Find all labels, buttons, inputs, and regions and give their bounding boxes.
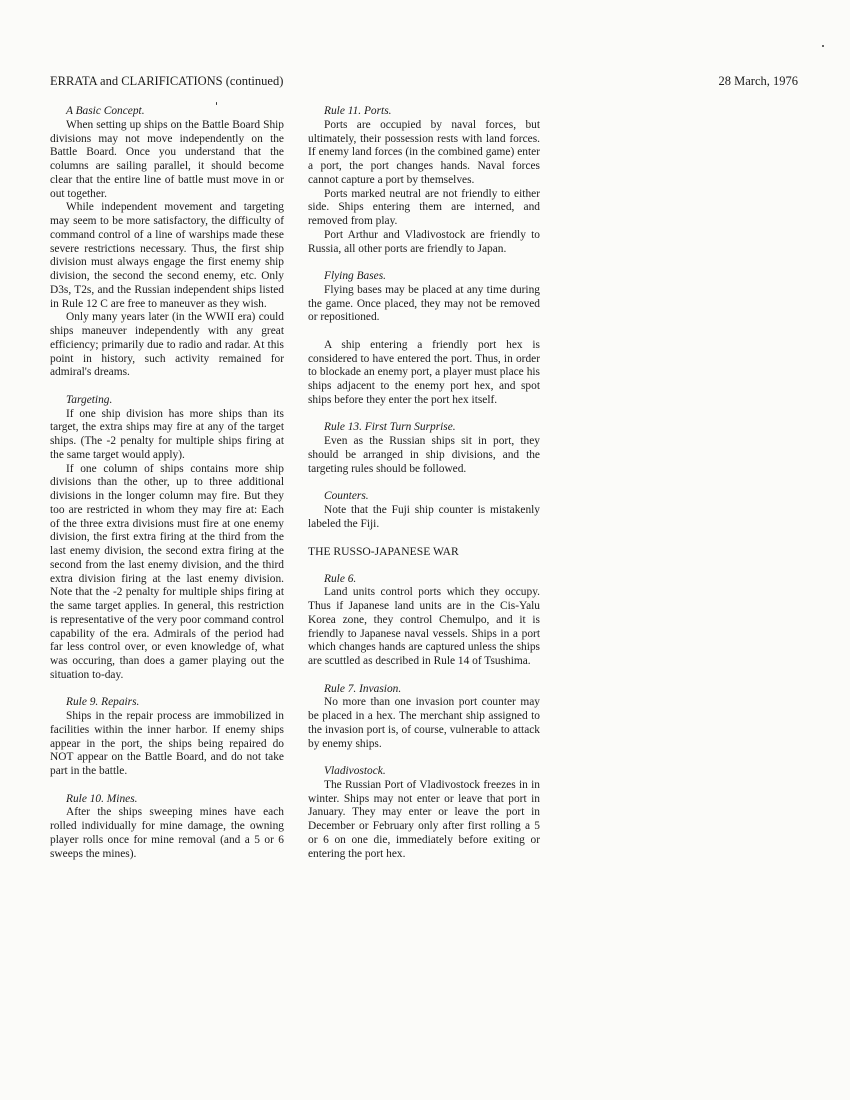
rule9-paragraph-1: Ships in the repair process are immobilized in facilities within the inner harbor. If enemy ships appear in the port, the ships being repaired do NOT appear on the Battle Board, and do not take part in the battle. bbox=[50, 710, 284, 777]
page-date: 28 March, 1976 bbox=[718, 74, 798, 88]
section-title: THE RUSSO-JAPANESE WAR bbox=[308, 545, 459, 558]
targeting-heading: Targeting. bbox=[66, 393, 113, 406]
rule7-heading: Rule 7. Invasion. bbox=[324, 682, 402, 695]
rule13-paragraph-1: Even as the Russian ships sit in port, they should be arranged in ship divisions, and the targeting rules should be followed. bbox=[308, 435, 540, 475]
basic-concept-heading: A Basic Concept. bbox=[66, 105, 145, 117]
rule10-paragraph-1: After the ships sweeping mines have each rolled individually for mine damage, the owning player rolls once for mine removal (and a 5 or 6 sweeps the mines). bbox=[50, 806, 284, 860]
vladivostock-paragraph-1: The Russian Port of Vladivostock freezes in in winter. Ships may not enter or leave that port in January. They may enter or leave the port in December or February only after first rolling a 5 or 6 on one die, immediately before exiting or entering the port hex. bbox=[308, 778, 540, 860]
rule7-paragraph-1: No more than one invasion port counter may be placed in a hex. The merchant ship assigned to the invasion port is, of course, vulnerable to attack by enemy ships. bbox=[308, 696, 540, 750]
basic-concept-paragraph-3: Only many years later (in the WWII era) could ships maneuver independently with any great efficiency; primarily due to radio and radar. At this point in history, such activity remained for admiral's dreams. bbox=[50, 311, 284, 379]
left-column bbox=[50, 105, 284, 861]
right-column bbox=[308, 105, 540, 861]
rule11-paragraph-1: Ports are occupied by naval forces, but ultimately, their possession rests with land forces. If enemy land forces (in the combined game) enter a port, the port changes hands. Naval forces cannot capture a port by themselves. bbox=[308, 118, 540, 186]
flying-bases-heading: Flying Bases. bbox=[324, 270, 387, 282]
rule13-heading: Rule 13. First Turn Surprise. bbox=[324, 421, 456, 434]
paper-speck bbox=[822, 45, 824, 47]
flying-bases-paragraph-1: Flying bases may be placed at any time during the game. Once placed, they may not be removed or repositioned. bbox=[308, 283, 540, 324]
rule6-heading: Rule 6. bbox=[324, 572, 357, 585]
basic-concept-paragraph-1: When setting up ships on the Battle Board Ship divisions may not move independently on the Battle Board. Once you understand that the columns are sailing parallel, it should become clear that the entire line of battle must move in or out together. bbox=[50, 118, 284, 200]
flying-bases-paragraph-2: A ship entering a friendly port hex is considered to have entered the port. Thus, in order to blockade an enemy port, a player must place his ships adjacent to the enemy port hex, and spot ships before they enter the port hex itself. bbox=[308, 338, 540, 406]
vladivostock-heading: Vladivostock. bbox=[324, 765, 386, 777]
counters-paragraph-1: Note that the Fuji ship counter is mistakenly labeled the Fiji. bbox=[308, 503, 540, 530]
rule11-paragraph-2: Ports marked neutral are not friendly to either side. Ships entering them are interned, and removed from play. bbox=[308, 187, 540, 227]
targeting-paragraph-2: If one column of ships contains more ship divisions than the other, up to three additional divisions in the longer column may fire. But they too are restricted in whom they may fire at: Each of the three extra divisions must fire at one enemy division, the first extra firing at the third from the last enemy division, the second extra firing at the second from the last enemy division, and the third extra division firing at the last enemy division. Note that the -2 penalty for multiple ships firing at the same target applies. In general, this restriction is representative of the very poor command control capability of the era. Admirals of the period had far less control over, or even knowledge of, what was occuring, than does a gamer playing out the situation to-day. bbox=[50, 462, 284, 681]
counters-heading: Counters. bbox=[324, 490, 369, 502]
rule9-heading: Rule 9. Repairs. bbox=[66, 696, 140, 709]
rule10-heading: Rule 10. Mines. bbox=[66, 792, 138, 805]
basic-concept-paragraph-2: While independent movement and targeting may seem to be more satisfactory, the difficulty of command control of a line of warships made these severe restrictions necessary. Thus, the first ship division must always engage the first enemy ship division, the second the second enemy, etc. Only D3s, T2s, and the Russian independent ships listed in Rule 12 C are free to maneuver as they wish. bbox=[50, 201, 284, 310]
paper-speck bbox=[216, 102, 217, 105]
rule11-heading: Rule 11. Ports. bbox=[324, 105, 392, 117]
rule11-paragraph-3: Port Arthur and Vladivostock are friendly to Russia, all other ports are friendly to Japan. bbox=[308, 228, 540, 255]
targeting-paragraph-1: If one ship division has more ships than its target, the extra ships may fire at any of the target ships. (The -2 penalty for multiple ships firing at the same target would apply). bbox=[50, 407, 284, 461]
rule6-paragraph-1: Land units control ports which they occupy. Thus if Japanese land units are in the Cis-Yalu Korea zone, they control Chemulpo, and it is friendly to Japanese naval vessels. Ships in a port which changes hands are captured unless the ships are scuttled as described in Rule 14 of Tsushima. bbox=[308, 586, 540, 667]
page-title: ERRATA and CLARIFICATIONS (continued) bbox=[50, 74, 284, 88]
